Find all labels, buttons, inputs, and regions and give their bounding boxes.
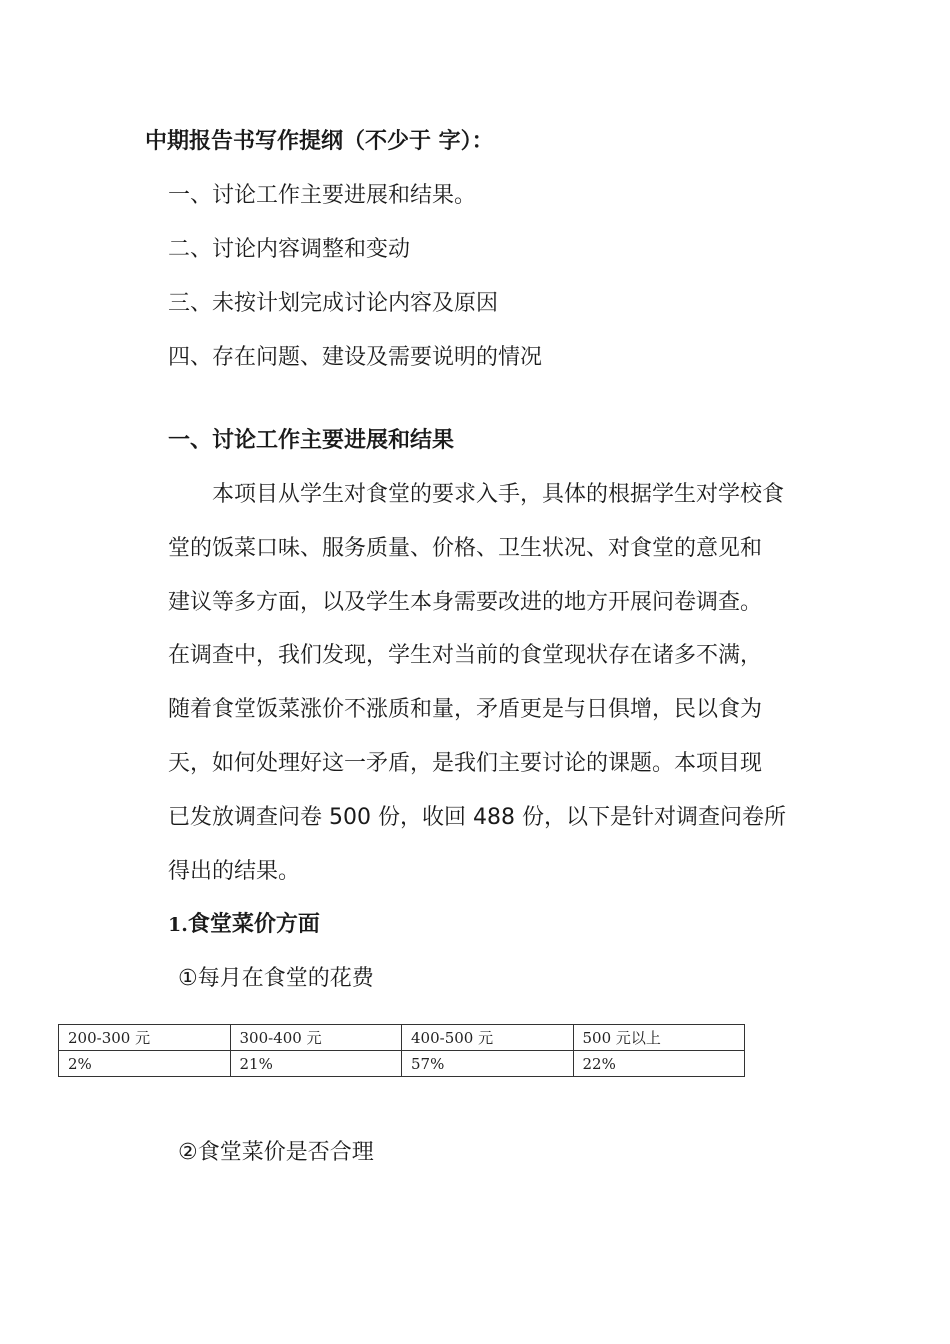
table-cell: 22% (573, 1051, 745, 1077)
paragraph-line: 随着食堂饭菜涨价不涨质和量，矛盾更是与日俱增，民以食为 (168, 697, 763, 722)
paragraph-line: 建议等多方面，以及学生本身需要改进的地方开展问卷调查。 (168, 590, 763, 615)
table-row (59, 1051, 745, 1077)
table-header-cell: 400-500 元 (402, 1025, 574, 1051)
section-heading: 一、讨论工作主要进展和结果 (168, 428, 455, 453)
table-cell: 57% (402, 1051, 574, 1077)
subsection-heading (168, 907, 320, 943)
table-header-row (59, 1025, 745, 1051)
table-header-cell: 200-300 元 (59, 1025, 231, 1051)
subsection-title: 食堂菜价方面 (187, 912, 320, 937)
item-label-2: ②食堂菜价是否合理 (178, 1140, 374, 1165)
outline-item-2: 二、讨论内容调整和变动 (168, 237, 411, 262)
paragraph-line: 堂的饭菜口味、服务质量、价格、卫生状况、对食堂的意见和 (168, 536, 763, 561)
item-label-1: ①每月在食堂的花费 (178, 966, 374, 991)
outline-item-3: 三、未按计划完成讨论内容及原因 (168, 291, 499, 316)
table-header-cell: 500 元以上 (573, 1025, 745, 1051)
table-cell: 21% (230, 1051, 402, 1077)
spending-table (58, 1024, 745, 1077)
paragraph-line: 在调查中，我们发现，学生对当前的食堂现状存在诸多不满， (168, 643, 763, 668)
subsection-number: 1. (168, 914, 188, 936)
table-header-cell: 300-400 元 (230, 1025, 402, 1051)
paragraph-line: 已发放调查问卷 500 份，收回 488 份，以下是针对调查问卷所 (168, 805, 786, 830)
paragraph-line: 天，如何处理好这一矛盾，是我们主要讨论的课题。本项目现 (168, 751, 763, 776)
outline-item-1: 一、讨论工作主要进展和结果。 (168, 183, 477, 208)
table-cell: 2% (59, 1051, 231, 1077)
paragraph-line: 本项目从学生对食堂的要求入手，具体的根据学生对学校食 (168, 482, 785, 507)
outline-item-4: 四、存在问题、建设及需要说明的情况 (168, 345, 543, 370)
paragraph-line: 得出的结果。 (168, 859, 301, 884)
page-title: 中期报告书写作提纲（不少于 字）： (145, 129, 494, 154)
